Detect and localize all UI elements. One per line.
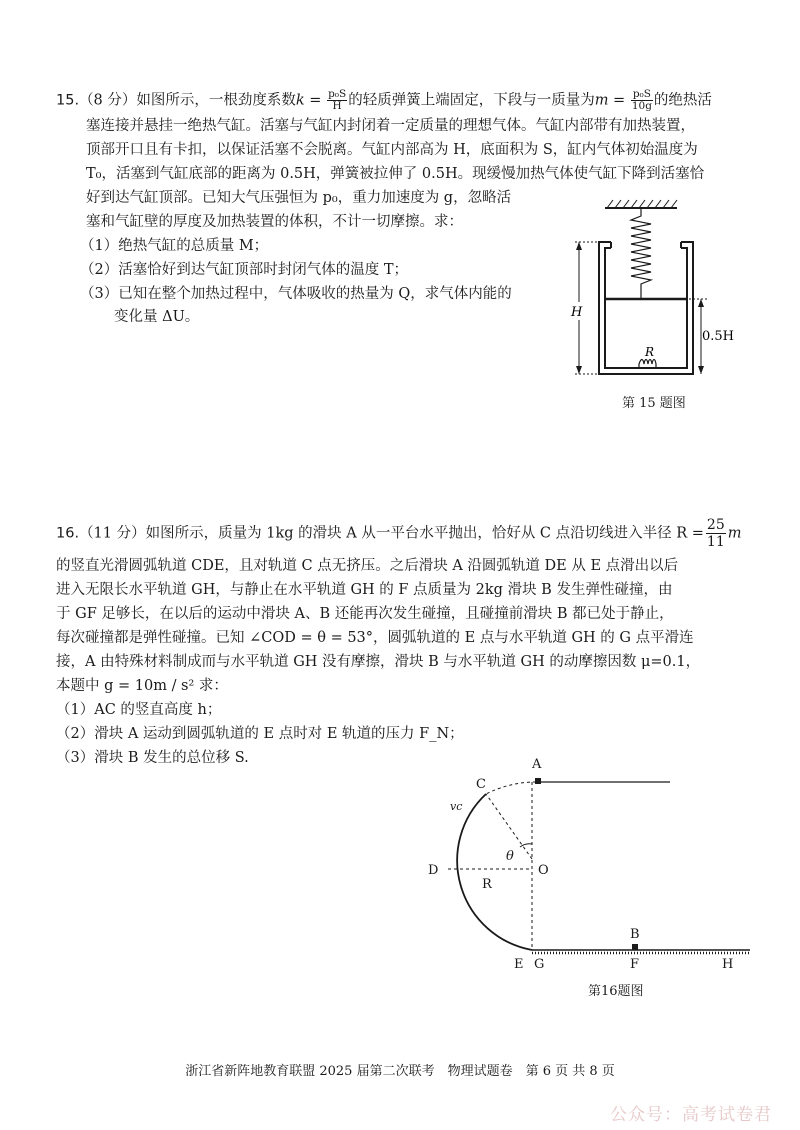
watermark: 公众号：高考试卷君 <box>610 1105 772 1125</box>
label-h: H <box>722 957 734 972</box>
q15-number: 15. <box>56 92 80 109</box>
theta-arc <box>520 844 532 847</box>
q15-line-3: 顶部开口且有卡扣，以保证活塞不会脱离。气缸内部高为 H，底面积为 S，缸内气体初始温度为 <box>86 142 698 158</box>
k-denominator: H <box>332 100 342 112</box>
label-c: C <box>476 777 486 792</box>
q15-caption: 第 15 题图 <box>622 396 686 411</box>
arc-track <box>457 794 532 950</box>
q16-sub-3: （3）滑块 B 发生的总位移 S. <box>56 750 249 766</box>
label-d: D <box>428 863 439 878</box>
q16-line-3: 进入无限长水平轨道 GH，与静止在水平轨道 GH 的 F 点质量为 2kg 滑块 B 发生弹性碰撞，由 <box>56 582 673 598</box>
page-footer: 浙江省新阵地教育联盟 2025 届第二次联考 物理试题卷 第 6 页 共 8 页 <box>185 1064 615 1079</box>
label-g: G <box>534 957 545 972</box>
q15-eq-2: = <box>608 92 630 109</box>
q16-figure <box>420 752 760 978</box>
height-label: H <box>571 305 583 320</box>
label-theta: θ <box>506 849 514 864</box>
q15-sub-3a: （3）已知在整个加热过程中，气体吸收的热量为 Q，求气体内能的 <box>80 286 512 302</box>
q16-caption: 第16题图 <box>588 984 644 999</box>
q15-sub-1: （1）绝热气缸的总质量 M； <box>80 238 269 254</box>
k-numerator: p₀S <box>328 88 347 100</box>
q15-score: （8 分） <box>79 92 137 109</box>
q16-line-4: 于 GF 足够长，在以后的运动中滑块 A、B 还能再次发生碰撞，且碰撞前滑块 B 都已处于静止， <box>56 606 674 622</box>
q16-line-6: 接，A 由特殊材料制成而与水平轨道 GH 没有摩擦，滑块 B 与水平轨道 GH 的动摩擦因数 μ=0.1， <box>56 654 701 670</box>
q16-line-2: 的竖直光滑圆弧轨道 CDE，且对轨道 C 点无挤压。之后滑块 A 沿圆弧轨道 DE 从 E 点滑出以后 <box>56 558 679 574</box>
q16-number: 16. <box>56 525 80 542</box>
slider-b <box>632 944 638 950</box>
m-numerator: p₀S <box>632 88 651 100</box>
q15-line-5: 好到达气缸顶部。已知大气压强恒为 p₀，重力加速度为 g，忽略活 <box>86 190 512 206</box>
q15-line-6: 塞和气缸壁的厚度及加热装置的体积，不计一切摩擦。求： <box>86 214 463 230</box>
radius-denominator: 11 <box>706 534 725 550</box>
label-b: B <box>630 927 640 942</box>
q15-eq-1: = <box>304 92 327 109</box>
q15-text-1a: 如图所示，一根劲度系数 <box>136 92 296 109</box>
q15-sub-3b: 变化量 ΔU。 <box>114 309 200 325</box>
q15-figure <box>565 192 735 392</box>
k-var: k <box>295 92 305 109</box>
heater-label: R <box>645 345 655 359</box>
trajectory <box>486 782 536 794</box>
q16-score: （11 分） <box>79 525 146 542</box>
label-r: R <box>482 877 492 892</box>
q15-sub-2: （2）活塞恰好到达气缸顶部时封闭气体的温度 T； <box>80 262 409 278</box>
radius-unit: m <box>727 525 742 542</box>
radius-numerator: 25 <box>706 517 725 533</box>
ceiling-hatch <box>607 200 677 208</box>
label-a: A <box>532 757 542 772</box>
q16-text-1a: 如图所示，质量为 1kg 的滑块 A 从一平台水平抛出，恰好从 C 点沿切线进入半径 R = <box>145 525 704 542</box>
label-o: O <box>538 863 549 878</box>
q15-line-1 <box>56 89 712 112</box>
m-var: m <box>594 92 609 109</box>
m-fraction <box>631 89 653 112</box>
half-height-label: 0.5H <box>702 329 735 344</box>
label-vc: vc <box>450 800 463 813</box>
m-denominator: 10g <box>631 100 652 112</box>
q16-sub-1: （1）AC 的竖直高度 h； <box>56 702 222 718</box>
q16-line-7: 本题中 g = 10m / s² 求： <box>56 678 228 694</box>
k-fraction <box>327 89 347 112</box>
q15-text-1b: 的轻质弹簧上端固定，下段与一质量为 <box>348 92 595 109</box>
q16-line-5: 每次碰撞都是弹性碰撞。已知 ∠COD = θ = 53°，圆弧轨道的 E 点与水平轨道 GH 的 G 点平滑连 <box>56 630 694 646</box>
q16-sub-2: （2）滑块 A 运动到圆弧轨道的 E 点时对 E 轨道的压力 F_N； <box>56 726 464 742</box>
spring <box>631 208 651 298</box>
q15-line-2: 塞连接并悬挂一绝热气缸。活塞与气缸内封闭着一定质量的理想气体。气缸内部带有加热装置， <box>86 118 695 134</box>
q15-text-1c: 的绝热活 <box>653 92 712 109</box>
q15-line-4: T₀，活塞到气缸底部的距离为 0.5H，弹簧被拉伸了 0.5H。现缓慢加热气体使气缸下降到活塞恰 <box>86 166 705 182</box>
heater-resistor <box>639 360 656 369</box>
label-e: E <box>514 957 524 972</box>
slider-a <box>535 778 541 784</box>
radius-fraction <box>706 517 726 550</box>
label-f: F <box>630 957 640 972</box>
q16-line-1 <box>56 517 742 550</box>
